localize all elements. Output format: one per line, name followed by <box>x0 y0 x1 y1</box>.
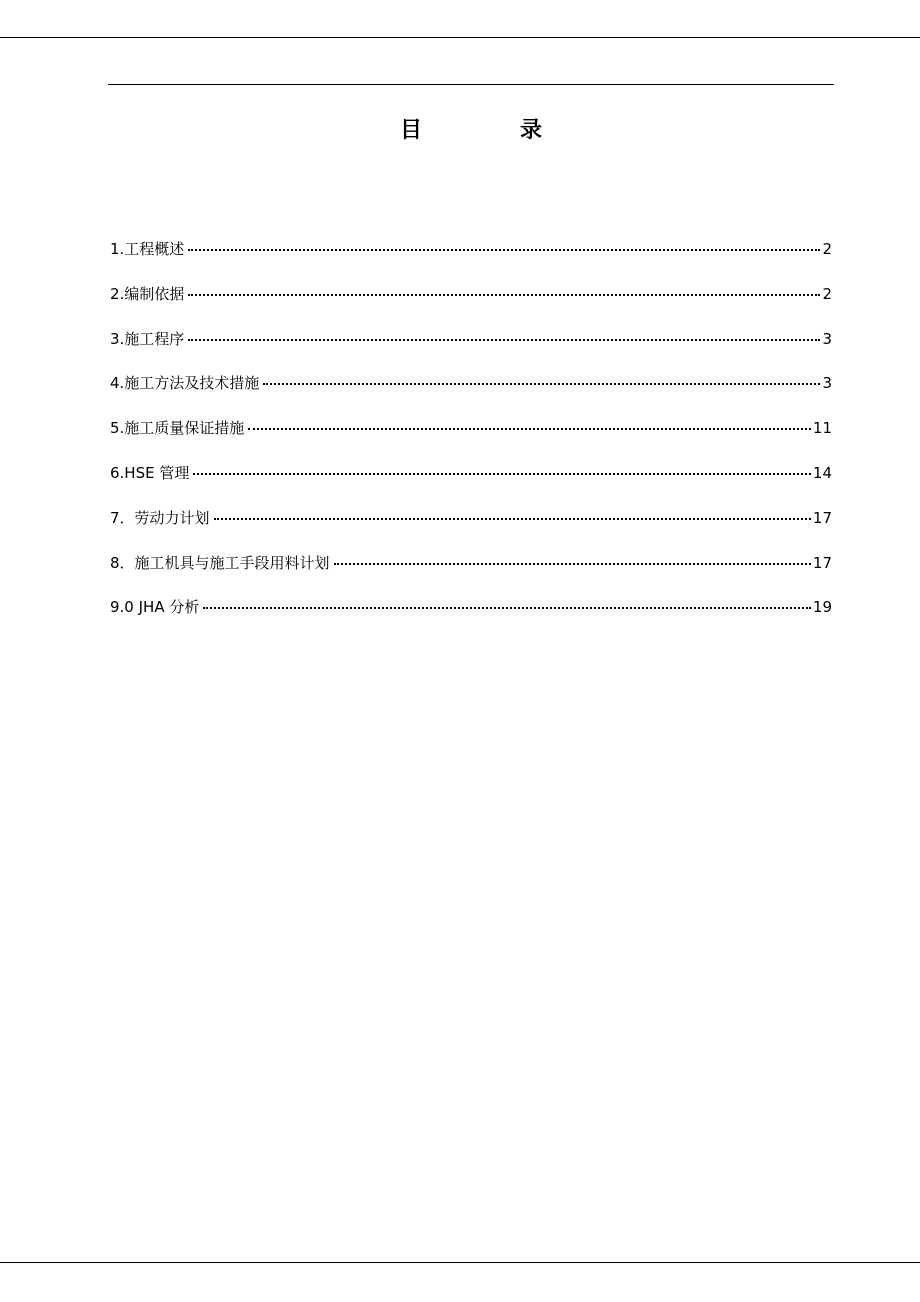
toc-title-left: 目 <box>399 117 422 143</box>
toc-entry-label: 5.施工质量保证措施 <box>110 419 245 438</box>
page-bottom-border <box>0 1262 920 1263</box>
toc-entry-page: 3 <box>822 329 832 348</box>
toc-entry[interactable] <box>110 461 832 506</box>
toc-entry[interactable] <box>110 282 832 327</box>
toc-dot-leader <box>248 427 811 430</box>
toc-entry-label: 9.0 JHA 分析 <box>110 598 200 617</box>
toc-entry[interactable] <box>110 551 832 596</box>
toc-entry-label: 6.HSE 管理 <box>110 463 190 482</box>
toc-entry[interactable] <box>110 237 832 282</box>
toc-entry-page: 17 <box>812 508 832 527</box>
toc-dot-leader <box>188 338 820 341</box>
toc-title-right: 录 <box>520 117 543 143</box>
page-top-border <box>0 37 920 38</box>
header-rule <box>108 84 834 85</box>
toc-entry-page: 11 <box>812 419 832 438</box>
toc-entry-label: 8．施工机具与施工手段用料计划 <box>110 553 330 572</box>
toc-entry-page: 17 <box>812 553 832 572</box>
toc-dot-leader <box>203 606 811 609</box>
toc-entry-label: 2.编制依据 <box>110 284 185 303</box>
toc-dot-leader <box>188 248 820 251</box>
toc-list <box>110 237 832 640</box>
toc-entry-label: 7．劳动力计划 <box>110 508 210 527</box>
toc-title <box>108 112 834 144</box>
toc-entry-label: 4.施工方法及技术措施 <box>110 374 260 393</box>
toc-entry[interactable] <box>110 371 832 416</box>
toc-entry-page: 19 <box>812 598 832 617</box>
toc-entry-page: 2 <box>822 284 832 303</box>
toc-dot-leader <box>193 472 811 475</box>
toc-dot-leader <box>214 517 811 520</box>
toc-entry[interactable] <box>110 506 832 551</box>
toc-dot-leader <box>263 382 820 385</box>
toc-dot-leader <box>188 293 820 296</box>
toc-entry-page: 2 <box>822 240 832 258</box>
toc-entry-page: 3 <box>822 374 832 393</box>
toc-entry[interactable] <box>110 327 832 372</box>
toc-entry-label: 3.施工程序 <box>110 329 185 348</box>
toc-entry[interactable] <box>110 416 832 461</box>
toc-entry-label: 1.工程概述 <box>110 240 185 258</box>
toc-entry-page: 14 <box>812 463 832 482</box>
toc-entry[interactable] <box>110 595 832 640</box>
toc-dot-leader <box>334 562 811 565</box>
